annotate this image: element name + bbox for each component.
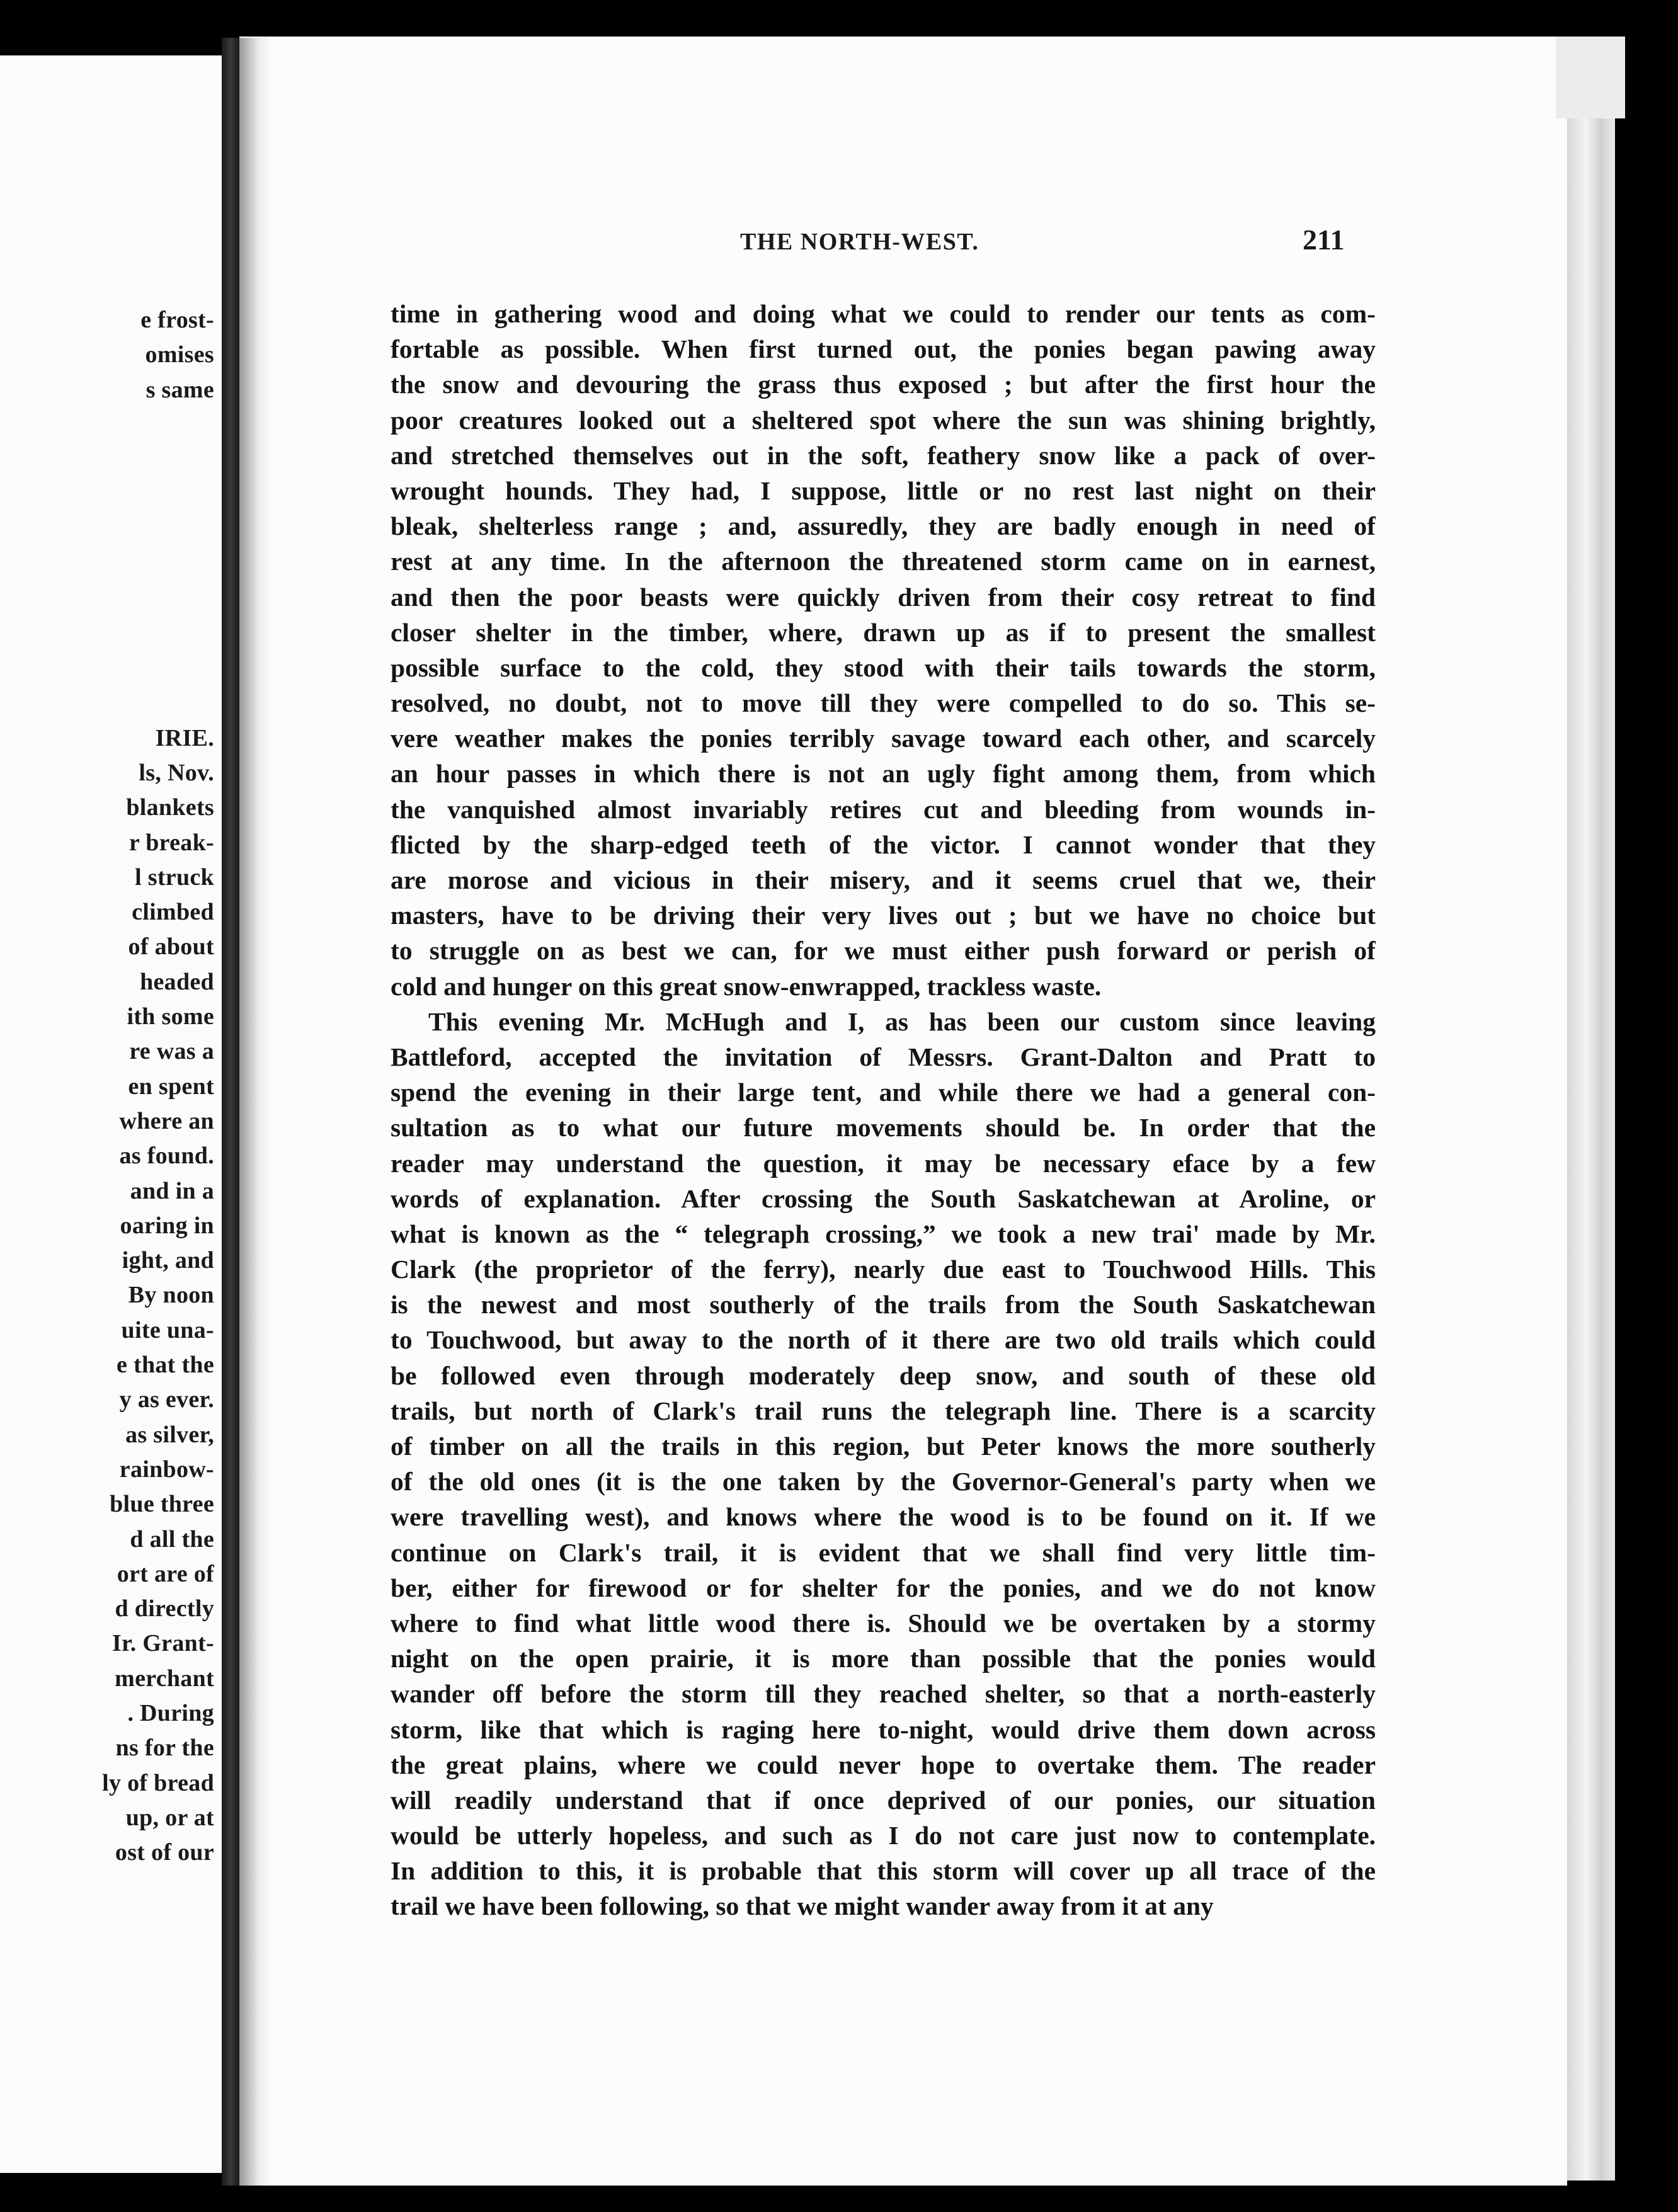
body-line: fortable as possible. When first turned out, the ponies began pawing away: [391, 334, 1376, 364]
body-line: bleak, shelterless range ; and, assuredly, they are badly enough in need of: [391, 511, 1376, 541]
body-line: and stretched themselves out in the soft, feathery snow like a pack of over-: [391, 440, 1376, 470]
left-page-line: uite una-: [121, 1316, 214, 1343]
left-page-line: ort are of: [117, 1560, 214, 1587]
left-page-line: ost of our: [115, 1839, 214, 1866]
body-line: flicted by the sharp-edged teeth of the victor. I cannot wonder that they: [391, 830, 1376, 859]
body-line: spend the evening in their large tent, and while there we had a general con-: [391, 1078, 1376, 1107]
body-line: Clark (the proprietor of the ferry), nearly due east to Touchwood Hills. This: [391, 1255, 1376, 1284]
body-line: resolved, no doubt, not to move till they were compelled to do so. This se-: [391, 688, 1376, 718]
left-page-line: omises: [145, 341, 214, 368]
body-line: reader may understand the question, it may be necessary eface by a few: [391, 1148, 1376, 1178]
left-page-line: e that the: [117, 1352, 214, 1378]
left-page-line: ly of bread: [102, 1769, 214, 1796]
body-line: be followed even through moderately deep snow, and south of these old: [391, 1360, 1376, 1390]
body-line: storm, like that which is raging here to-night, would drive them down across: [391, 1714, 1376, 1744]
page-corner: [1556, 37, 1625, 118]
body-line: poor creatures looked out a sheltered spot where the sun was shining brightly,: [391, 405, 1376, 435]
left-page-line: as found.: [119, 1143, 214, 1170]
gutter-shadow: [239, 38, 271, 2186]
body-line: are morose and vicious in their misery, and it seems cruel that we, their: [391, 865, 1376, 894]
left-page-line: headed: [140, 968, 214, 995]
left-page-line: en spent: [128, 1073, 214, 1100]
body-line: what is known as the “ telegraph crossing,” we took a new trai' made by Mr.: [391, 1219, 1376, 1248]
body-line: Battleford, accepted the invitation of Messrs. Grant-Dalton and Pratt to: [391, 1042, 1376, 1071]
left-page-line: merchant: [115, 1665, 214, 1692]
left-page-line: where an: [119, 1107, 214, 1134]
left-page-line: blankets: [126, 794, 214, 821]
body-line: cold and hunger on this great snow-enwrapped, trackless waste.: [391, 971, 1102, 1001]
left-page-line: r break-: [128, 829, 214, 856]
body-line: the great plains, where we could never hope to overtake them. The reader: [391, 1750, 1376, 1779]
left-page-line: blue three: [110, 1491, 214, 1518]
body-line: wrought hounds. They had, I suppose, little or no rest last night on their: [391, 476, 1376, 505]
body-line: and then the poor beasts were quickly driven from their cosy retreat to find: [391, 582, 1376, 612]
body-line: trail we have been following, so that we might wander away from it at any: [391, 1891, 1214, 1921]
left-page-line: IRIE.: [155, 724, 214, 751]
body-line: In addition to this, it is probable that this storm will cover up all trace of the: [391, 1856, 1376, 1886]
left-page-line: ns for the: [115, 1735, 214, 1762]
left-page-line: Ir. Grant-: [111, 1630, 214, 1657]
left-page-line: e frost-: [140, 307, 214, 333]
left-page-line: oaring in: [120, 1212, 214, 1239]
body-line: time in gathering wood and doing what we could to render our tents as com-: [391, 299, 1376, 328]
body-line: continue on Clark's trail, it is evident that we shall find very little tim-: [391, 1537, 1376, 1567]
page-edge-stack: [1567, 44, 1615, 2181]
body-line: sultation as to what our future movements should be. In order that the: [391, 1113, 1376, 1143]
left-page-line: re was a: [129, 1038, 214, 1065]
left-page-line: and in a: [130, 1177, 214, 1204]
left-page-line: up, or at: [125, 1804, 214, 1831]
body-line: to Touchwood, but away to the north of it there are two old trails which could: [391, 1325, 1376, 1355]
left-page-line: l struck: [135, 864, 214, 891]
body-line: trails, but north of Clark's trail runs the telegraph line. There is a scarcity: [391, 1396, 1376, 1425]
left-page-line: as silver,: [125, 1421, 214, 1448]
body-line: of timber on all the trails in this region, but Peter knows the more southerly: [391, 1432, 1376, 1461]
left-page-line: By noon: [128, 1282, 214, 1309]
book-gutter: [222, 38, 239, 2186]
left-page-line: s same: [146, 376, 214, 403]
body-text: [391, 296, 1376, 1924]
body-line: masters, have to be driving their very lives out ; but we have no choice but: [391, 901, 1376, 930]
body-line: would be utterly hopeless, and such as I do not care just now to contemplate.: [391, 1821, 1376, 1850]
body-line: where to find what little wood there is. Should we be overtaken by a stormy: [391, 1608, 1376, 1638]
left-page-fragment: [0, 55, 222, 2173]
body-line: possible surface to the cold, they stood with their tails towards the storm,: [391, 653, 1376, 682]
left-page-line: . During: [127, 1700, 214, 1726]
body-line: closer shelter in the timber, where, drawn up as if to present the smallest: [391, 617, 1376, 647]
left-page-line: d all the: [130, 1525, 214, 1553]
left-page-line: of about: [128, 933, 214, 961]
left-page-line: rainbow-: [119, 1456, 214, 1483]
body-line: wander off before the storm till they reached shelter, so that a north-easterly: [391, 1679, 1376, 1709]
body-line: the snow and devouring the grass thus exposed ; but after the first hour the: [391, 370, 1376, 399]
body-line: were travelling west), and knows where the wood is to be found on it. If we: [391, 1502, 1376, 1532]
body-line: night on the open prairie, it is more than possible that the ponies would: [391, 1644, 1376, 1673]
left-page-line: climbed: [132, 899, 214, 926]
body-line: to struggle on as best we can, for we must either push forward or perish of: [391, 936, 1376, 966]
left-page-line: y as ever.: [119, 1386, 214, 1413]
body-line: vere weather makes the ponies terribly savage toward each other, and scarcely: [391, 724, 1376, 753]
running-head: THE NORTH-WEST.: [740, 229, 979, 255]
body-line: is the newest and most southerly of the trails from the South Saskatchewan: [391, 1290, 1376, 1320]
left-page-line: ls, Nov.: [139, 759, 214, 786]
body-line: the vanquished almost invariably retires cut and bleeding from wounds in-: [391, 794, 1376, 824]
body-line: of the old ones (it is the one taken by the Governor-General's party when we: [391, 1467, 1376, 1497]
left-page-line: ith some: [127, 1003, 214, 1030]
body-line: an hour passes in which there is not an ugly fight among them, from which: [391, 759, 1376, 789]
body-line: rest at any time. In the afternoon the threatened storm came on in earnest,: [391, 547, 1376, 576]
body-line: ber, either for firewood or for shelter for the ponies, and we do not know: [391, 1573, 1376, 1602]
left-page-line: d directly: [115, 1595, 214, 1622]
body-line: This evening Mr. McHugh and I, as has been our custom since leaving: [428, 1006, 1376, 1036]
left-page-line: ight, and: [122, 1247, 214, 1274]
page-number: 211: [1303, 224, 1345, 256]
body-line: will readily understand that if once deprived of our ponies, our situation: [391, 1785, 1376, 1815]
body-line: words of explanation. After crossing the South Saskatchewan at Aroline, or: [391, 1183, 1376, 1213]
